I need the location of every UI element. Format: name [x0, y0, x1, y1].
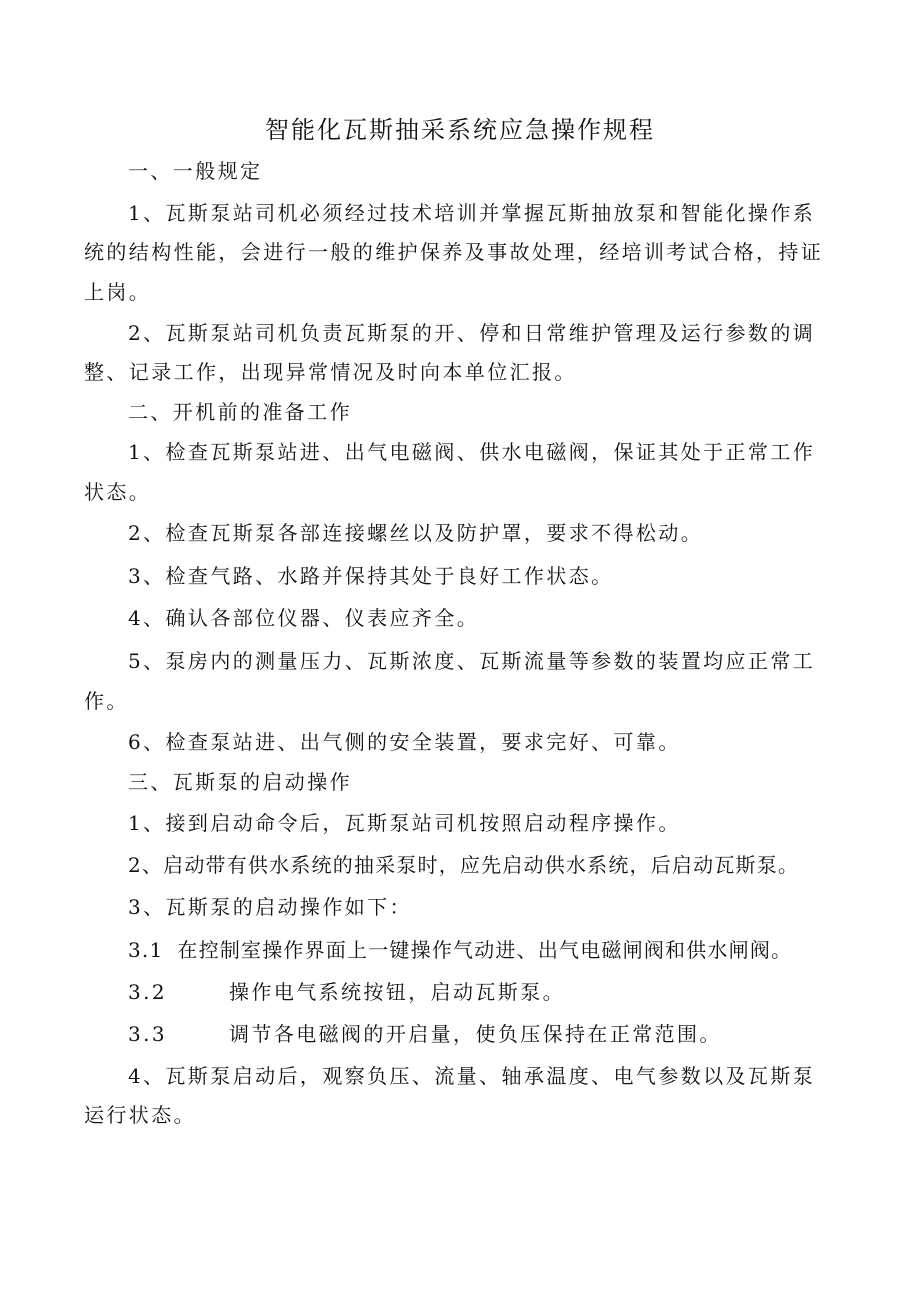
paragraph-line: 4、确认各部位仪器、仪表应齐全。	[128, 606, 480, 630]
paragraph-line: 2、启动带有供水系统的抽采泵时，应先启动供水系统，后启动瓦斯泵。	[128, 853, 800, 877]
sub-item-text: 操作电气系统按钮，启动瓦斯泵。	[229, 980, 566, 1004]
section-heading-general: 一、一般规定	[128, 159, 263, 183]
paragraph-line: 运行状态。	[84, 1103, 196, 1127]
sub-item-line	[128, 935, 792, 965]
sub-item-number: 3.1	[128, 938, 164, 962]
paragraph-line: 2、检查瓦斯泵各部连接螺丝以及防护罩，要求不得松动。	[128, 521, 704, 545]
document-title: 智能化瓦斯抽采系统应急操作规程	[265, 116, 655, 144]
paragraph-line: 4、瓦斯泵启动后，观察负压、流量、轴承温度、电气参数以及瓦斯泵	[128, 1064, 816, 1088]
sub-item-text: 调节各电磁阀的开启量，使负压保持在正常范围。	[229, 1022, 722, 1046]
paragraph-line: 统的结构性能，会进行一般的维护保养及事故处理，经培训考试合格，持证	[84, 240, 824, 264]
sub-item-number: 3.2	[128, 980, 168, 1004]
paragraph-line: 5、泵房内的测量压力、瓦斯浓度、瓦斯流量等参数的装置均应正常工	[128, 649, 816, 673]
paragraph-line: 2、瓦斯泵站司机负责瓦斯泵的开、停和日常维护管理及运行参数的调	[128, 321, 816, 345]
section-heading-startup: 三、瓦斯泵的启动操作	[128, 770, 352, 794]
section-heading-preparation: 二、开机前的准备工作	[128, 400, 352, 424]
paragraph-line: 3、检查气路、水路并保持其处于良好工作状态。	[128, 564, 614, 588]
paragraph-line: 上岗。	[84, 280, 152, 304]
paragraph-line: 1、检查瓦斯泵站进、出气电磁阀、供水电磁阀，保证其处于正常工作	[128, 440, 816, 464]
paragraph-line: 1、接到启动命令后，瓦斯泵站司机按照启动程序操作。	[128, 811, 681, 835]
paragraph-line: 6、检查泵站进、出气侧的安全装置，要求完好、可靠。	[128, 730, 681, 754]
sub-item-line	[128, 977, 565, 1007]
sub-item-text: 在控制室操作界面上一键操作气动进、出气电磁闸阀和供水闸阀。	[177, 938, 793, 962]
paragraph-line: 3、瓦斯泵的启动操作如下：	[128, 895, 412, 919]
sub-item-line	[128, 1019, 722, 1049]
paragraph-line: 整、记录工作，出现异常情况及时向本单位汇报。	[84, 360, 577, 384]
paragraph-line: 作。	[84, 689, 129, 713]
paragraph-line: 1、瓦斯泵站司机必须经过技术培训并掌握瓦斯抽放泵和智能化操作系	[128, 201, 816, 225]
sub-item-number: 3.3	[128, 1022, 168, 1046]
paragraph-line: 状态。	[84, 480, 152, 504]
